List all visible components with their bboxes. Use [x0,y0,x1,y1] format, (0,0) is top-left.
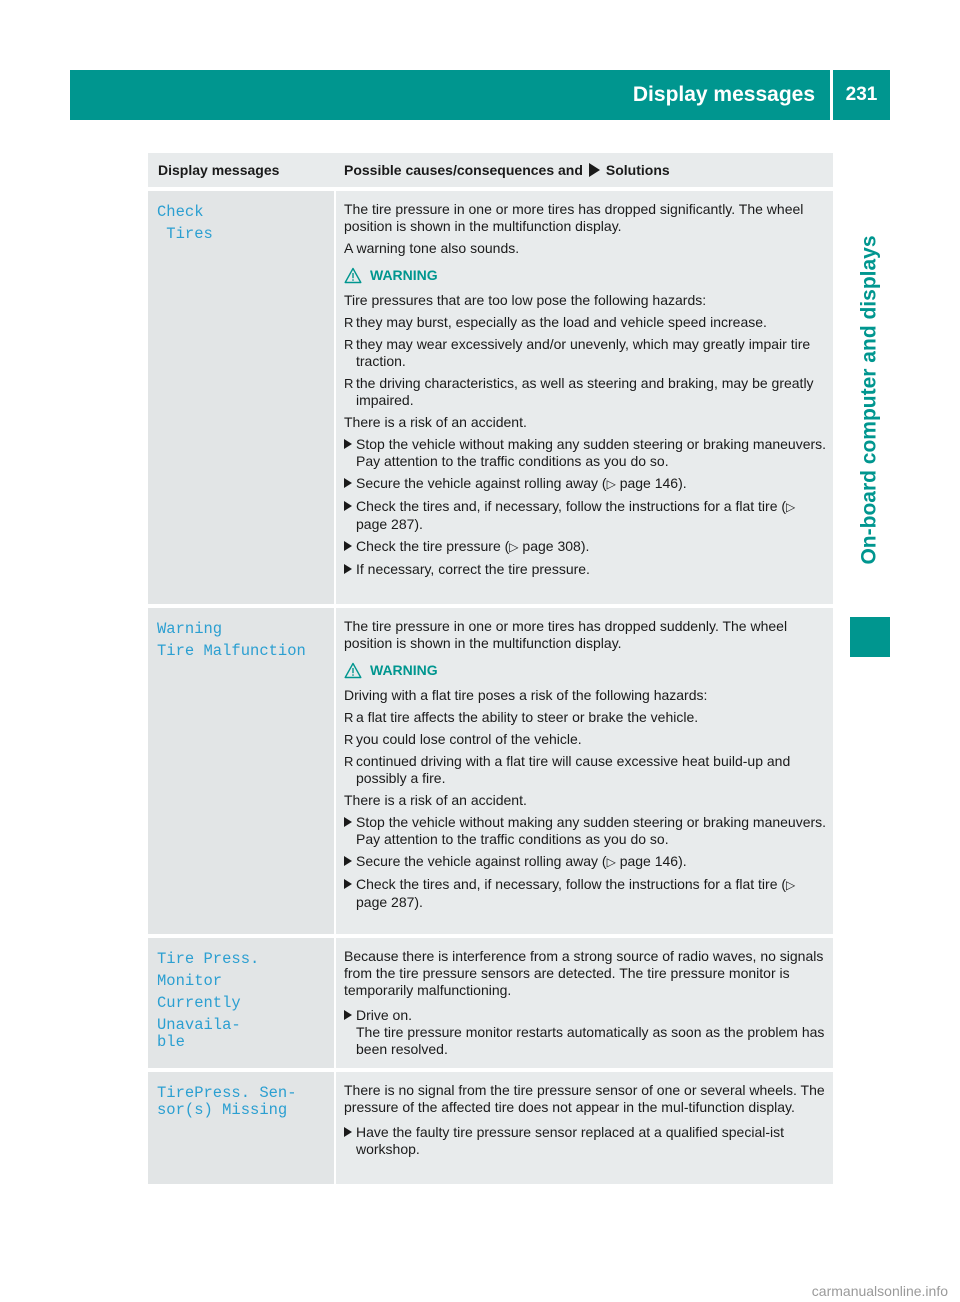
bullet-item: R the driving characteristics, as well as steering and braking, may be greatly impaired. [344,375,814,408]
table-row [148,1068,833,1184]
warning-triangle-icon [344,662,362,679]
step-arrow-icon [344,1127,352,1137]
warning-label: WARNING [370,662,438,678]
message-cell [148,938,334,1068]
message-text: Tires [157,225,213,243]
message-text: Tire Press. Monitor [157,950,260,990]
message-text: Check [157,203,204,221]
display-messages-table [148,153,833,1184]
paragraph: Driving with a flat tire poses a risk of the following hazards: [344,687,708,703]
column-header-causes [336,162,833,178]
solution-cell [336,938,833,1068]
step-item: Secure the vehicle against rolling away (▷ page 146). [344,475,827,493]
column-header-messages: Display messages [158,162,280,178]
step-arrow-icon [344,1010,352,1020]
step-arrow-icon [344,879,352,889]
paragraph: A warning tone also sounds. [344,240,520,256]
step-arrow-icon [344,439,352,449]
message-text: Currently Unavaila‐ [157,994,241,1034]
table-row [148,934,833,1068]
step-arrow-icon [344,541,352,551]
warning-label: WARNING [370,267,438,283]
paragraph: The tire pressure in one or more tires has dropped significantly. The wheel position is shown in the multifunction display. [344,201,804,234]
solution-cell [336,191,833,604]
solution-cell [336,1072,833,1184]
paragraph: Tire pressures that are too low pose the following hazards: [344,292,707,308]
step-item: Secure the vehicle against rolling away (▷ page 146). [344,853,827,871]
step-item: Check the tires and, if necessary, follow the instructions for a flat tire (▷ page 287). [344,498,827,533]
page-number: 231 [845,84,878,105]
paragraph: Because there is interference from a strong source of radio waves, no signals from the tire pressure sensors are detected. The tire pressure monitor is temporarily malfunctioning. [344,948,824,998]
page-ref-icon: ▷ [786,500,796,514]
table-row [148,187,833,604]
step-item: Stop the vehicle without making any sudden steering or braking maneuvers. Pay attention to the traffic conditions as you do so. [344,436,827,470]
page-ref-icon: ▷ [509,540,519,554]
message-text: Warning [157,620,223,638]
warning-heading [344,662,827,679]
chapter-title: On-board computer and displays [858,235,881,565]
paragraph: There is a risk of an accident. [344,414,527,430]
column-header-causes-label: Possible causes/consequences and [344,162,583,178]
bullet-item: R continued driving with a flat tire will cause excessive heat build-up and possibly a fire. [344,753,791,786]
table-row [148,604,833,934]
bullet-item: R they may wear excessively and/or unevenly, which may greatly impair tire traction. [344,336,811,369]
step-item: If necessary, correct the tire pressure. [344,561,827,578]
step-item: Drive on. The tire pressure monitor restarts automatically as soon as the problem has been resolved. [344,1007,827,1058]
bullet-item: R you could lose control of the vehicle. [344,731,582,747]
warning-heading [344,267,827,284]
paragraph: The tire pressure in one or more tires has dropped suddenly. The wheel position is shown in the multifunction display. [344,618,788,651]
header-bar [70,70,890,120]
page-ref-icon: ▷ [786,878,796,892]
step-arrow-icon [344,501,352,511]
step-arrow-icon [344,478,352,488]
column-header-solutions-label: Solutions [605,162,670,178]
step-arrow-icon [344,817,352,827]
paragraph: There is no signal from the tire pressure sensor of one or several wheels. The pressure of the affected tire does not appear in the mul‐tifunction display. [344,1082,825,1115]
message-text: sor(s) Missing [157,1101,288,1119]
page-ref-icon: ▷ [606,855,616,869]
table-header [148,153,833,187]
step-item: Check the tire pressure (▷ page 308). [344,538,827,556]
chapter-side-tab [850,180,890,620]
step-item: Check the tires and, if necessary, follow the instructions for a flat tire (▷ page 287). [344,876,827,911]
message-cell [148,608,334,934]
message-text: ble [157,1033,185,1051]
solution-cell [336,608,833,934]
message-text: Tire Malfunction [157,642,306,660]
bullet-item: R a flat tire affects the ability to steer or brake the vehicle. [344,709,699,725]
bullet-item: R they may burst, especially as the load and vehicle speed increase. [344,314,767,330]
action-arrow-icon [589,163,600,177]
step-arrow-icon [344,856,352,866]
warning-triangle-icon [344,267,362,284]
watermark: carmanualsonline.info [811,1283,948,1299]
page-header-title: Display messages [632,83,815,106]
message-cell [148,191,334,604]
chapter-marker [850,617,890,657]
page-ref-icon: ▷ [606,477,616,491]
step-item: Have the faulty tire pressure sensor replaced at a qualified special‐ist workshop. [344,1124,827,1158]
step-item: Stop the vehicle without making any sudden steering or braking maneuvers. Pay attention to the traffic conditions as you do so. [344,814,827,848]
paragraph: There is a risk of an accident. [344,792,527,808]
message-text: TirePress. Sen‐ [157,1084,297,1102]
message-cell [148,1072,334,1184]
step-arrow-icon [344,564,352,574]
